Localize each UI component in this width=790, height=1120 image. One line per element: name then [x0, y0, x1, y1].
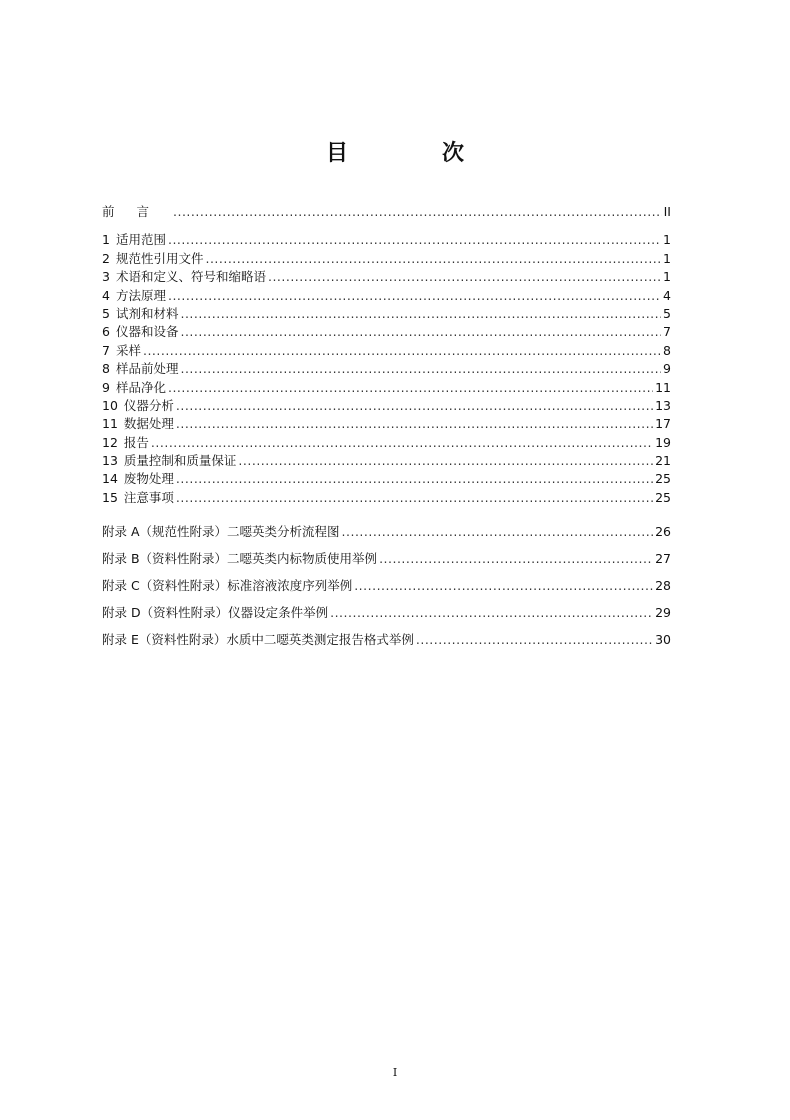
- toc-entry-page: 25: [655, 471, 671, 487]
- leader-dots: [205, 250, 661, 268]
- toc-entry-section-2[interactable]: [102, 250, 671, 268]
- table-of-contents: [102, 203, 671, 653]
- toc-entry-section-5[interactable]: [102, 305, 671, 323]
- toc-entry-number: 4: [102, 287, 110, 303]
- toc-entry-label: 样品前处理: [115, 361, 179, 377]
- toc-entry-number: 3: [102, 269, 110, 285]
- toc-entry-section-11[interactable]: [102, 415, 671, 433]
- toc-entry-preface[interactable]: [102, 203, 671, 221]
- toc-entry-number: 10: [102, 397, 118, 413]
- toc-entry-section-4[interactable]: [102, 287, 671, 305]
- toc-entry-appendix-c[interactable]: [102, 572, 671, 599]
- leader-dots: [342, 518, 654, 545]
- toc-entry-section-15[interactable]: [102, 489, 671, 507]
- toc-entry-number: 6: [102, 324, 110, 340]
- toc-entry-number: 14: [102, 471, 118, 487]
- toc-entry-section-9[interactable]: [102, 379, 671, 397]
- toc-entry-section-12[interactable]: [102, 434, 671, 452]
- toc-entry-page: 21: [655, 453, 671, 469]
- page-title: 目 次: [325, 141, 500, 166]
- toc-sections: [102, 231, 671, 507]
- toc-entry-section-7[interactable]: [102, 342, 671, 360]
- toc-entry-section-8[interactable]: [102, 360, 671, 378]
- toc-entry-number: 13: [102, 453, 118, 469]
- toc-entry-number: 2: [102, 250, 110, 266]
- leader-dots: [176, 470, 653, 488]
- toc-entry-label: 附录 E（资料性附录）水质中二噁英类测定报告格式举例: [102, 632, 414, 648]
- toc-entry-page: 28: [655, 578, 671, 594]
- toc-entry-label: 适用范围: [115, 232, 166, 248]
- leader-dots: [176, 397, 653, 415]
- toc-entry-section-1[interactable]: [102, 231, 671, 249]
- toc-entry-number: 9: [102, 379, 110, 395]
- leader-dots: [238, 452, 653, 470]
- toc-entry-label: 报告: [123, 434, 149, 450]
- leader-dots: [168, 231, 661, 249]
- toc-appendices: [102, 518, 671, 653]
- toc-entry-number: 7: [102, 342, 110, 358]
- toc-entry-page: 25: [655, 489, 671, 505]
- leader-dots: [180, 305, 661, 323]
- leader-dots: [176, 415, 653, 433]
- toc-entry-page: 4: [663, 287, 671, 303]
- toc-entry-label: 附录 C（资料性附录）标准溶液浓度序列举例: [102, 578, 353, 594]
- leader-dots: [173, 203, 662, 221]
- toc-entry-page: 27: [655, 551, 671, 567]
- toc-entry-page: 29: [655, 605, 671, 621]
- toc-entry-page: II: [663, 204, 671, 219]
- toc-entry-label: 质量控制和质量保证: [123, 453, 237, 469]
- toc-entry-appendix-d[interactable]: [102, 599, 671, 626]
- toc-entry-label: 仪器分析: [123, 397, 174, 413]
- toc-entry-page: 7: [663, 324, 671, 340]
- toc-entry-label: 样品净化: [115, 379, 166, 395]
- toc-entry-section-6[interactable]: [102, 323, 671, 341]
- leader-dots: [168, 287, 661, 305]
- toc-entry-page: 9: [663, 361, 671, 377]
- toc-entry-section-3[interactable]: [102, 268, 671, 286]
- toc-entry-number: 15: [102, 489, 118, 505]
- toc-entry-page: 5: [663, 305, 671, 321]
- toc-entry-section-14[interactable]: [102, 470, 671, 488]
- toc-entry-page: 1: [663, 250, 671, 266]
- toc-entry-label: 试剂和材料: [115, 305, 179, 321]
- leader-dots: [330, 599, 653, 626]
- leader-dots: [151, 434, 653, 452]
- toc-entry-label: 前言: [102, 204, 172, 219]
- toc-entry-page: 17: [655, 416, 671, 432]
- leader-dots: [143, 342, 661, 360]
- toc-entry-page: 19: [655, 434, 671, 450]
- toc-entry-number: 1: [102, 232, 110, 248]
- leader-dots: [180, 360, 661, 378]
- toc-entry-number: 8: [102, 361, 110, 377]
- leader-dots: [180, 323, 661, 341]
- toc-entry-label: 废物处理: [123, 471, 174, 487]
- leader-dots: [416, 626, 653, 653]
- toc-entry-page: 8: [663, 342, 671, 358]
- leader-dots: [168, 379, 653, 397]
- toc-entry-page: 26: [655, 524, 671, 540]
- leader-dots: [354, 572, 653, 599]
- toc-entry-number: 11: [102, 416, 118, 432]
- toc-entry-page: 1: [663, 269, 671, 285]
- toc-entry-page: 30: [655, 632, 671, 648]
- toc-entry-page: 11: [655, 379, 671, 395]
- toc-entry-page: 1: [663, 232, 671, 248]
- leader-dots: [379, 545, 653, 572]
- toc-entry-label: 注意事项: [123, 489, 174, 505]
- toc-entry-number: 12: [102, 434, 118, 450]
- toc-entry-label: 数据处理: [123, 416, 174, 432]
- leader-dots: [268, 268, 661, 286]
- toc-entry-section-10[interactable]: [102, 397, 671, 415]
- toc-entry-label: 规范性引用文件: [115, 250, 204, 266]
- toc-entry-page: 13: [655, 397, 671, 413]
- toc-entry-label: 附录 D（资料性附录）仪器设定条件举例: [102, 605, 329, 621]
- toc-entry-label: 方法原理: [115, 287, 166, 303]
- toc-entry-section-13[interactable]: [102, 452, 671, 470]
- toc-entry-appendix-b[interactable]: [102, 545, 671, 572]
- toc-entry-appendix-e[interactable]: [102, 626, 671, 653]
- page-number: I: [392, 1066, 398, 1079]
- leader-dots: [176, 489, 653, 507]
- toc-entry-number: 5: [102, 305, 110, 321]
- toc-entry-label: 附录 A（规范性附录）二噁英类分析流程图: [102, 524, 340, 540]
- toc-entry-label: 仪器和设备: [115, 324, 179, 340]
- toc-entry-label: 附录 B（资料性附录）二噁英类内标物质使用举例: [102, 551, 378, 567]
- toc-entry-appendix-a[interactable]: [102, 518, 671, 545]
- toc-entry-label: 术语和定义、符号和缩略语: [115, 269, 266, 285]
- toc-entry-label: 采样: [115, 342, 141, 358]
